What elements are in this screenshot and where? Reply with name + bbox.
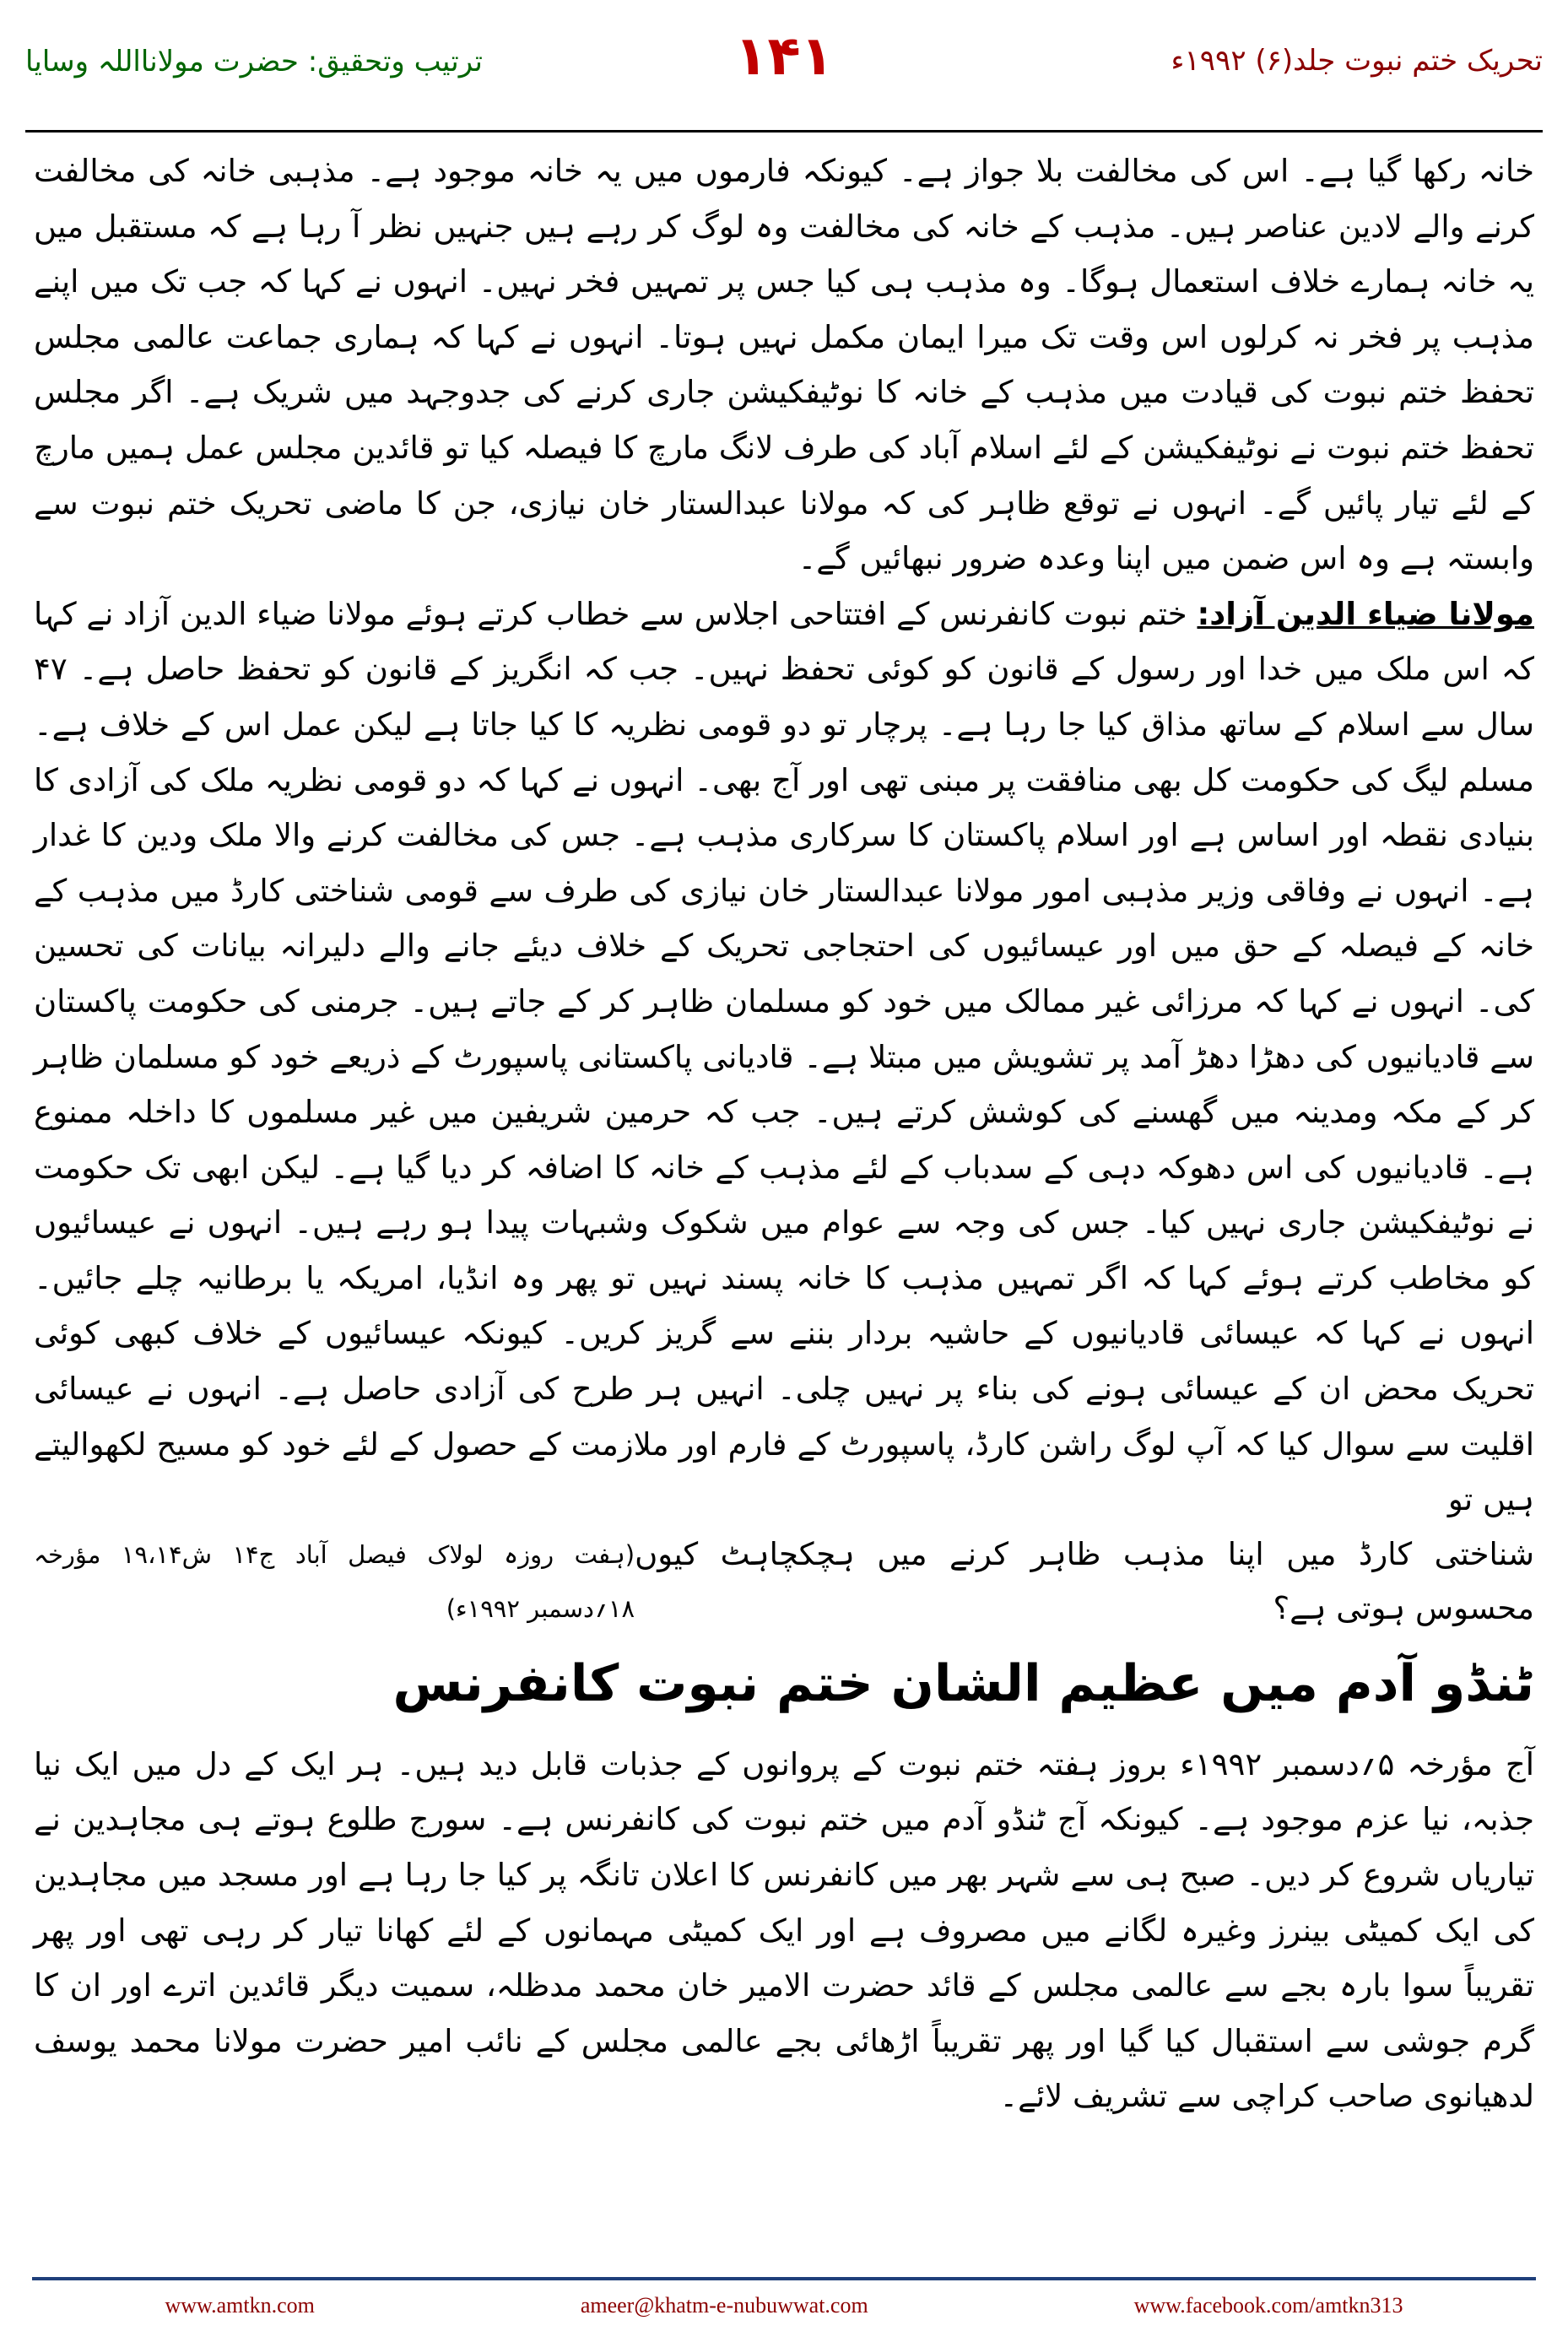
- source-line: [34, 1528, 1534, 1636]
- section-heading: ٹنڈو آدم میں عظیم الشان ختم نبوت کانفرنس: [392, 1653, 1534, 1713]
- page-content: [34, 143, 1534, 2124]
- facebook-link[interactable]: www.facebook.com/amtkn313: [1133, 2293, 1403, 2318]
- page-header: [25, 20, 1543, 133]
- compiler-credit: ترتیب وتحقیق: حضرت مولانااللہ وسایا: [25, 45, 483, 78]
- citation: (ہفت روزہ لولاک فیصل آباد ج۱۴ ش۱۹،۱۴ مؤرخہ ۱۸؍دسمبر ۱۹۹۲ء): [34, 1539, 635, 1623]
- book-title: تحریک ختم نبوت جلد(۶) ۱۹۹۲ء: [1171, 44, 1543, 78]
- paragraph-2: [34, 587, 1534, 1528]
- website-link[interactable]: www.amtkn.com: [165, 2293, 315, 2318]
- page-footer: [32, 2277, 1536, 2326]
- paragraph-1: خانہ رکھا گیا ہے۔ اس کی مخالفت بلا جواز ہے۔ کیونکہ فارموں میں یہ خانہ موجود ہے۔ مذہبی خانہ کی مخالفت کرنے والے لادین عناصر ہیں۔ مذہب کے خانہ کی مخالفت وہ لوگ کر رہے ہیں جنہیں نظر آ رہا ہے کہ مستقبل میں یہ خانہ ہمارے خلاف استعمال ہوگا۔ وہ مذہب ہی کیا جس پر تمہیں فخر نہیں۔ انہوں نے کہا کہ جب تک میں اپنے مذہب پر فخر نہ کرلوں اس وقت تک میرا ایمان مکمل نہیں ہوتا۔ انہوں نے کہا کہ ہماری جماعت عالمی مجلس تحفظ ختم نبوت کی قیادت میں مذہب کے خانہ کا نوٹیفکیشن جاری کرنے کی جدوجہد میں شریک ہے۔ اگر مجلس تحفظ ختم نبوت نے نوٹیفکیشن کے لئے اسلام آباد کی طرف لانگ مارچ کا فیصلہ کیا تو قائدین مجلس عمل ہمیں مارچ کے لئے تیار پائیں گے۔ انہوں نے توقع ظاہر کی کہ مولانا عبدالستار خان نیازی، جن کا ماضی تحریک ختم نبوت سے وابستہ ہے وہ اس ضمن میں اپنا وعدہ ضرور نبھائیں گے۔: [34, 153, 1534, 577]
- speaker-name: مولانا ضیاء الدین آزاد:: [1197, 595, 1534, 632]
- paragraph-2-text: ختم نبوت کانفرنس کے افتتاحی اجلاس سے خطاب کرتے ہوئے مولانا ضیاء الدین آزاد نے کہا کہ اس ملک میں خدا اور رسول کے قانون کو کوئی تحفظ نہیں۔ جب کہ انگریز کے قانون کو تحفظ حاصل ہے۔ ۴۷ سال سے اسلام کے ساتھ مذاق کیا جا رہا ہے۔ پرچار تو دو قومی نظریہ کا کیا جاتا ہے لیکن عمل اس کے خلاف ہے۔ مسلم لیگ کی حکومت کل بھی منافقت پر مبنی تھی اور آج بھی۔ انہوں نے کہا کہ دو قومی نظریہ ملک کی آزادی کا بنیادی نقطہ اور اساس ہے اور اسلام پاکستان کا سرکاری مذہب ہے۔ جس کی مخالفت کرنے والا ملک ودین کا غدار ہے۔ انہوں نے وفاقی وزیر مذہبی امور مولانا عبدالستار خان نیازی کی طرف سے قومی شناختی کارڈ میں مذہب کے خانہ کے فیصلہ کے حق میں اور عیسائیوں کی احتجاجی تحریک کے خلاف دیئے جانے والے دلیرانہ بیانات کی تحسین کی۔ انہوں نے کہا کہ مرزائی غیر ممالک میں خود کو مسلمان ظاہر کر کے جاتے ہیں۔ جرمنی کی حکومت پاکستان سے قادیانیوں کی دھڑا دھڑ آمد پر تشویش میں مبتلا ہے۔ قادیانی پاکستانی پاسپورٹ کے ذریعے خود کو مسلمان ظاہر کر کے مکہ ومدینہ میں گھسنے کی کوشش کرتے ہیں۔ جب کہ حرمین شریفین میں غیر مسلموں کا داخلہ ممنوع ہے۔ قادیانیوں کی اس دھوکہ دہی کے سدباب کے لئے مذہب کے خانہ کا اضافہ کر دیا گیا ہے۔ لیکن ابھی تک حکومت نے نوٹیفکیشن جاری نہیں کیا۔ جس کی وجہ سے عوام میں شکوک وشبہات پیدا ہو رہے ہیں۔ انہوں نے عیسائیوں کو مخاطب کرتے ہوئے کہا کہ اگر تمہیں مذہب کا خانہ پسند نہیں تو پھر وہ انڈیا، امریکہ یا برطانیہ چلے جائیں۔ انہوں نے کہا کہ عیسائی قادیانیوں کے حاشیہ بردار بننے سے گریز کریں۔ کیونکہ عیسائیوں کے خلاف کبھی کوئی تحریک محض ان کے عیسائی ہونے کی بناء پر نہیں چلی۔ انہیں ہر طرح کی آزادی حاصل ہے۔ انہوں نے عیسائی اقلیت سے سوال کیا کہ آپ لوگ راشن کارڈ، پاسپورٹ کے فارم اور ملازمت کے حصول کے لئے خود کو مسیح لکھوالیتے ہیں تو: [34, 595, 1534, 1518]
- page-number: ۱۴۱: [734, 25, 834, 88]
- closing-sentence: شناختی کارڈ میں اپنا مذہب ظاہر کرنے میں ہچکچاہٹ کیوں محسوس ہوتی ہے؟: [635, 1535, 1534, 1626]
- paragraph-3: آج مؤرخہ ۵؍دسمبر ۱۹۹۲ء بروز ہفتہ ختم نبوت کے پروانوں کے جذبات قابل دید ہیں۔ ہر ایک کے دل میں ایک نیا جذبہ، نیا عزم موجود ہے۔ کیونکہ آج ٹنڈو آدم میں ختم نبوت کی کانفرنس ہے۔ سورج طلوع ہوتے ہی مجاہدین نے تیاریاں شروع کر دیں۔ صبح ہی سے شہر بھر میں کانفرنس کا اعلان تانگہ پر کیا جا رہا ہے اور مسجد میں مجاہدین کی ایک کمیٹی بینرز وغیرہ لگانے میں مصروف ہے اور ایک کمیٹی مہمانوں کے لئے کھانا تیار کر رہی تھی اور پھر تقریباً سوا بارہ بجے سے عالمی مجلس کے قائد حضرت الامیر خان محمد مدظلہ، سمیت دیگر قائدین اترے اور ان کا گرم جوشی سے استقبال کیا گیا اور پھر تقریباً اڑھائی بجے عالمی مجلس کے نائب امیر حضرت مولانا محمد یوسف لدھیانوی صاحب کراچی سے تشریف لائے۔: [34, 1745, 1535, 2115]
- email-link[interactable]: ameer@khatm-e-nubuwwat.com: [580, 2293, 868, 2318]
